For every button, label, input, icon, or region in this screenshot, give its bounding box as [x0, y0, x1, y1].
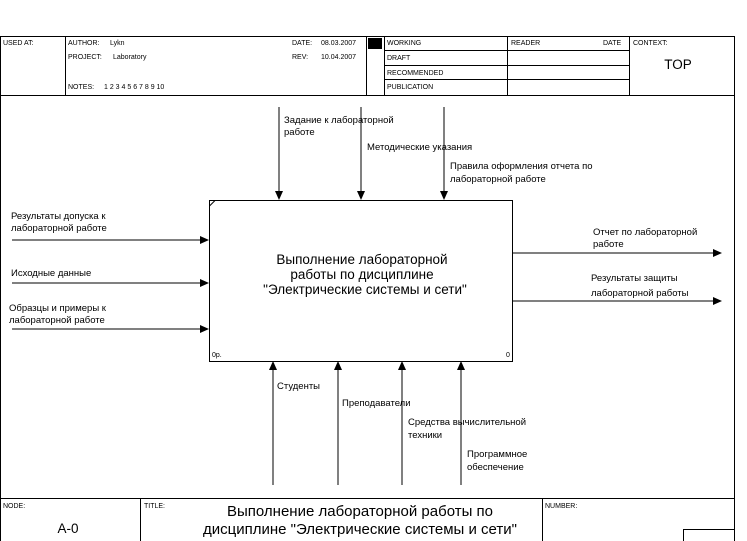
status-recommended: RECOMMENDED [387, 70, 444, 77]
output-label-1-line-2: работе [593, 239, 624, 250]
rev-label: REV: [292, 54, 309, 61]
reader-date-label: DATE [603, 40, 622, 47]
date-value: 08.03.2007 [321, 40, 357, 47]
mechanism-label-3-line-1: Средства вычислительной [408, 417, 526, 428]
notes-value: 1 2 3 4 5 6 7 8 9 10 [104, 84, 165, 91]
output-label-2-line-2: лабораторной работы [591, 288, 689, 299]
input-arrow-3[interactable] [9, 303, 208, 329]
activity-box[interactable] [210, 201, 513, 362]
activity-title-line-2: работы по дисциплине [290, 267, 434, 282]
output-label-2-line-1: Результаты защиты [591, 273, 678, 284]
activity-title-line-1: Выполнение лабораторной [276, 252, 448, 267]
number-label: NUMBER: [545, 503, 578, 510]
mechanism-label-4-line-1: Программное [467, 449, 528, 460]
input-label-2: Исходные данные [11, 268, 92, 279]
author-label: AUTHOR: [68, 40, 100, 47]
footer-page-box [684, 530, 735, 541]
reader-label: READER [511, 40, 541, 47]
context-value: TOP [664, 57, 692, 72]
output-arrow-1[interactable] [513, 227, 721, 253]
output-arrow-2[interactable] [513, 273, 721, 301]
activity-title-line-3: "Электрические системы и сети" [263, 282, 467, 297]
control-label-1-line-2: работе [284, 127, 315, 138]
status-publication: PUBLICATION [387, 84, 434, 91]
control-label-2: Методические указания [367, 142, 473, 153]
activity-number: 0 [506, 352, 510, 359]
context-label: CONTEXT: [633, 40, 668, 47]
control-arrow-1[interactable] [279, 107, 394, 199]
working-status-marker [368, 38, 382, 49]
notes-label: NOTES: [68, 84, 95, 91]
output-label-1-line-1: Отчет по лабораторной [593, 227, 698, 238]
control-label-1-line-1: Задание к лабораторной [284, 115, 394, 126]
footer-title-line-1: Выполнение лабораторной работы по [227, 503, 493, 520]
footer-title-line-2: дисциплине "Электрические системы и сети" [203, 521, 517, 538]
input-label-3-line-2: лабораторной работе [9, 315, 105, 326]
mechanism-label-4-line-2: обеспечение [467, 462, 524, 473]
input-label-1-line-2: лабораторной работе [11, 223, 107, 234]
rev-value: 10.04.2007 [321, 54, 357, 61]
control-arrow-3[interactable] [444, 107, 593, 199]
mechanism-arrow-2[interactable] [338, 362, 411, 485]
node-value: A-0 [57, 521, 79, 536]
status-draft: DRAFT [387, 55, 411, 62]
node-label: NODE: [3, 503, 26, 510]
input-arrow-2[interactable] [11, 268, 208, 283]
activity-cost: 0р. [212, 352, 222, 359]
mechanism-label-2: Преподаватели [342, 398, 411, 409]
author-value: Lykn [110, 40, 125, 47]
mechanism-label-1: Студенты [277, 381, 321, 392]
mechanism-arrow-1[interactable] [273, 362, 320, 485]
used-at-label: USED AT: [3, 40, 34, 47]
date-label: DATE: [292, 40, 313, 47]
input-arrow-1[interactable] [11, 211, 208, 240]
input-label-3-line-1: Образцы и примеры к [9, 303, 106, 314]
control-label-3-line-2: лабораторной работе [450, 174, 546, 185]
project-value: Laboratory [113, 54, 147, 61]
mechanism-label-3-line-2: техники [408, 430, 443, 441]
input-label-1-line-1: Результаты допуска к [11, 211, 106, 222]
title-label: TITLE: [144, 503, 166, 510]
control-label-3-line-1: Правила оформления отчета по [450, 161, 593, 172]
status-working: WORKING [387, 40, 422, 47]
project-label: PROJECT: [68, 54, 102, 61]
